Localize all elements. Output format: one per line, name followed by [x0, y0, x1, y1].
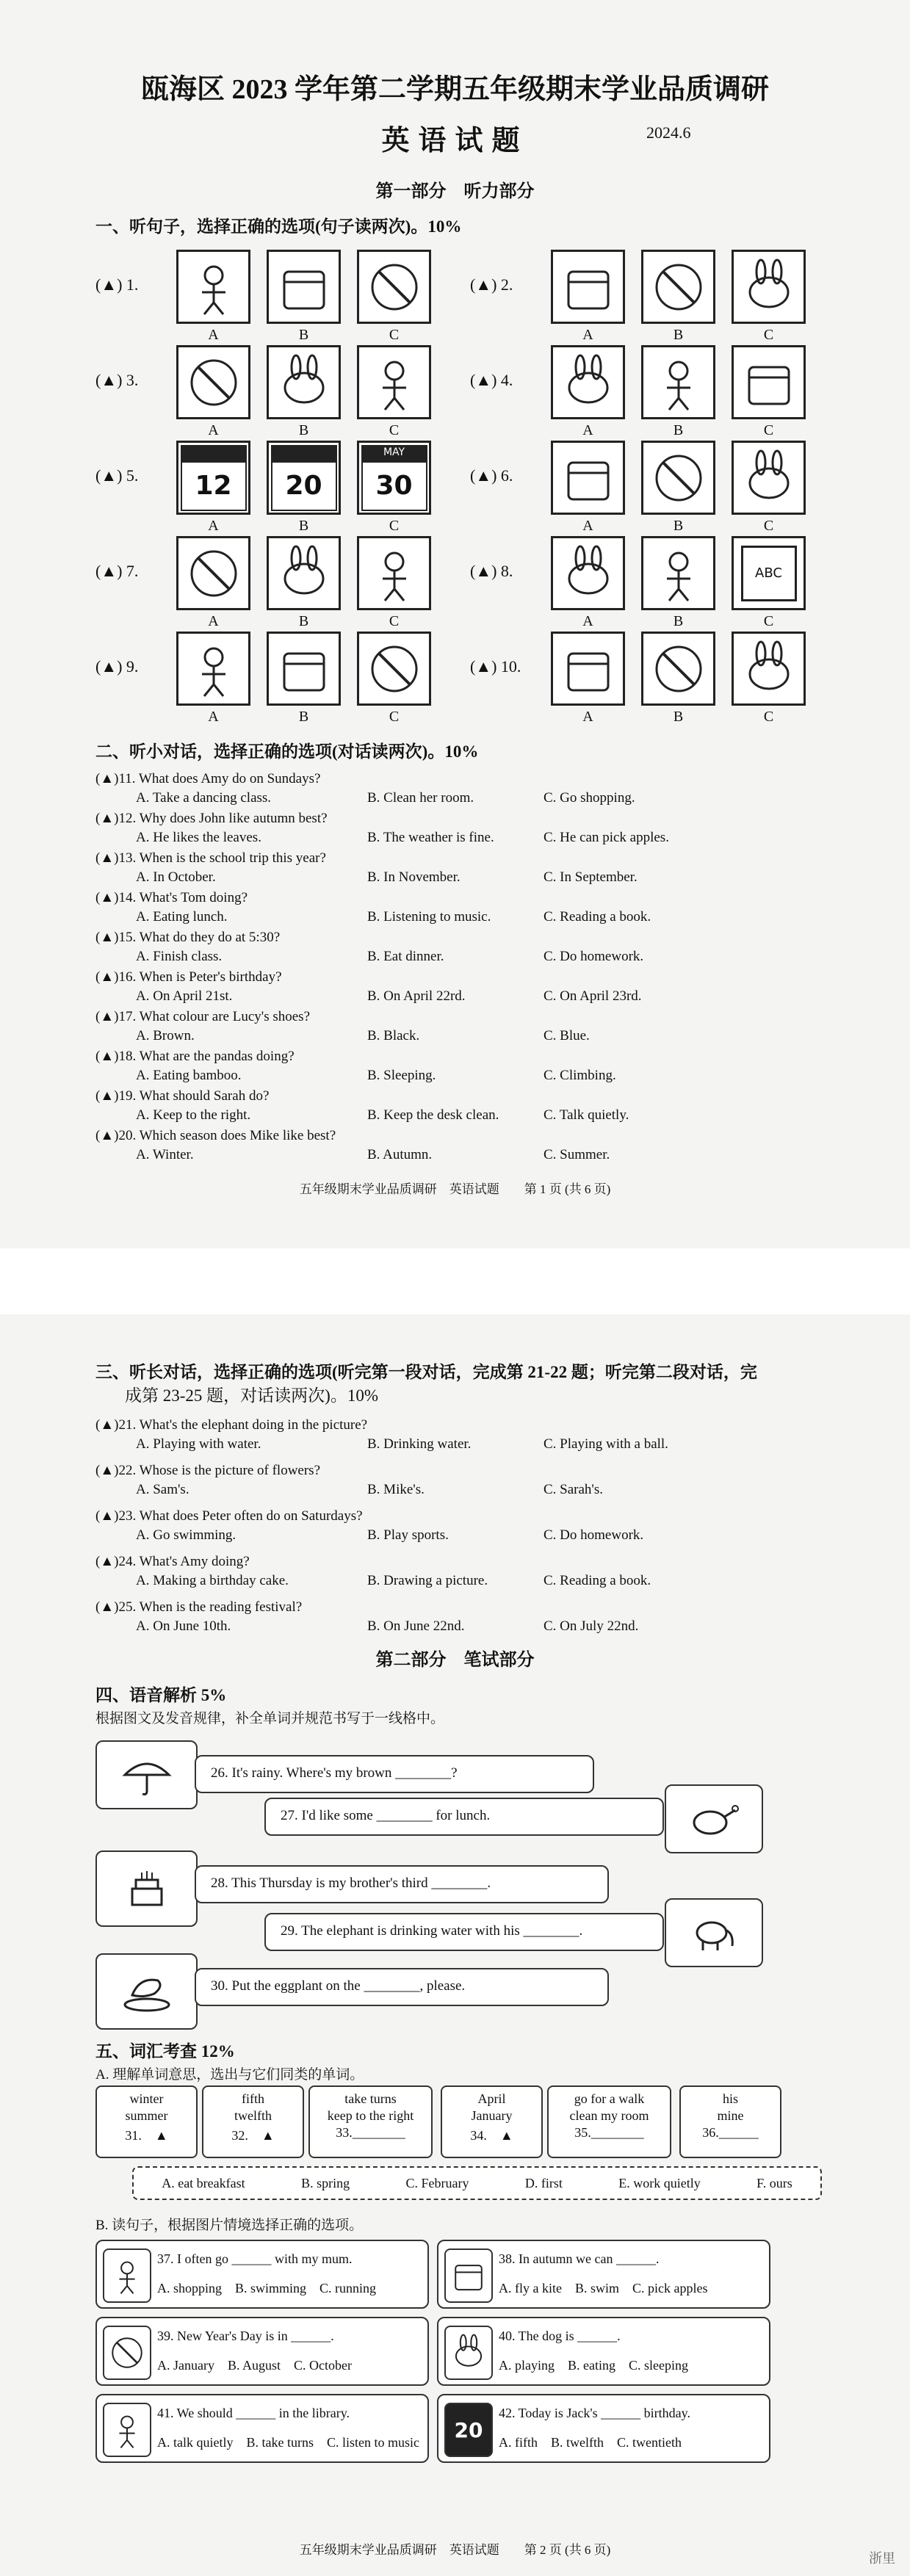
picture-question-5: [95, 441, 447, 535]
picture-option[interactable]: [357, 632, 447, 726]
long-dialog-question: (▲)22. Whose is the picture of flowers?: [95, 1463, 321, 1478]
group-word: summer: [125, 2108, 168, 2123]
option-label: C: [389, 613, 400, 629]
picture-question-2: [470, 250, 822, 344]
long-dialog-option-a[interactable]: A. Playing with water.: [136, 1436, 261, 1452]
long-dialog-option-a[interactable]: A. Making a birthday cake.: [136, 1573, 289, 1588]
dialog-question: (▲)18. What are the pandas doing?: [95, 1049, 295, 1064]
boy-ball-icon: [641, 250, 715, 324]
option-label: A: [582, 518, 593, 534]
picture-option[interactable]: [267, 250, 357, 344]
dialog-option-c[interactable]: C. In September.: [544, 869, 638, 885]
picture-option[interactable]: [267, 345, 357, 439]
picture-option[interactable]: [551, 632, 641, 726]
vocab-group-33: [308, 2085, 433, 2158]
picture-option[interactable]: [732, 345, 822, 439]
phonics-28[interactable]: 28. This Thursday is my brother's third ________.: [195, 1865, 609, 1903]
group-word: take turns: [344, 2091, 397, 2106]
dialog-question: (▲)13. When is the school trip this year?: [95, 850, 326, 866]
dialog-question: (▲)16. When is Peter's birthday?: [95, 969, 282, 985]
dialog-option-c[interactable]: C. Reading a book.: [544, 909, 651, 925]
vocab-group-35: [547, 2085, 671, 2158]
mushroom-icon: [641, 345, 715, 419]
elephant-icon: [665, 1898, 763, 1967]
dragon-boat-icon: [267, 632, 341, 706]
firecracker-faces-icon: [103, 2326, 151, 2380]
page-title: 瓯海区 2023 学年第二学期五年级期末学业品质调研: [140, 74, 769, 105]
dialog-question: (▲)19. What should Sarah do?: [95, 1088, 270, 1104]
option-label: C: [763, 709, 774, 725]
picture-question-6: [470, 441, 822, 535]
calendar-day: 30: [375, 471, 413, 501]
picture-option[interactable]: [732, 441, 822, 535]
number-20-icon: 20: [444, 2403, 493, 2457]
person-cart-icon: [176, 250, 250, 324]
long-dialog-question: (▲)21. What's the elephant doing in the picture?: [95, 1417, 368, 1433]
sentence-question: 37. I often go ______ with my mum.: [157, 2251, 353, 2266]
sentence-question: 40. The dog is ______.: [499, 2329, 621, 2343]
dialog-option-a[interactable]: A. In October.: [136, 869, 216, 885]
group-word: keep to the right: [327, 2108, 414, 2123]
picture-option[interactable]: [357, 441, 447, 535]
sentence-question: 38. In autumn we can ______.: [499, 2251, 660, 2266]
dialog-option-c[interactable]: C. Climbing.: [544, 1068, 616, 1083]
dialog-option-a[interactable]: A. Finish class.: [136, 949, 223, 964]
phonics-30[interactable]: 30. Put the eggplant on the ________, please.: [195, 1968, 609, 2006]
snowman-icon: [176, 345, 250, 419]
page-gap: [0, 1248, 910, 1314]
option-label: C: [763, 327, 774, 343]
answer-blank[interactable]: 33.________: [336, 2125, 405, 2140]
calendar-30-icon: [357, 441, 431, 515]
dialog-option-c[interactable]: C. Talk quietly.: [544, 1107, 629, 1123]
long-dialog-option-a[interactable]: A. Sam's.: [136, 1482, 189, 1497]
mother-child-icon: [103, 2248, 151, 2303]
dialog-question: (▲)17. What colour are Lucy's shoes?: [95, 1009, 311, 1024]
picture-sentence-42: [437, 2394, 770, 2463]
phonics-27[interactable]: 27. I'd like some ________ for lunch.: [264, 1798, 664, 1836]
umbrella-icon: [95, 1740, 198, 1809]
picture-option[interactable]: [267, 536, 357, 630]
group-word: clean my room: [569, 2108, 649, 2123]
long-dialog-option-c[interactable]: C. Reading a book.: [544, 1573, 651, 1588]
sentence-question: 41. We should ______ in the library.: [157, 2406, 350, 2420]
dialog-option-a[interactable]: A. Eating lunch.: [136, 909, 228, 925]
dialog-option-b[interactable]: B. Sleeping.: [367, 1068, 436, 1083]
abc-book-icon: [732, 536, 806, 610]
dialog-option-c[interactable]: C. Go shopping.: [544, 790, 635, 806]
option-label: A: [582, 327, 593, 343]
part-one-heading: 第一部分 听力部分: [375, 182, 535, 201]
dialog-option-b[interactable]: B. On April 22rd.: [367, 988, 466, 1004]
option-label: A: [582, 709, 593, 725]
choice-option: E. work quietly: [618, 2175, 701, 2190]
long-dialog-option-c[interactable]: C. Do homework.: [544, 1527, 644, 1543]
cook-icon: [176, 632, 250, 706]
page-subtitle: 英语试题: [381, 126, 529, 156]
long-dialog-option-b[interactable]: B. Mike's.: [367, 1482, 425, 1497]
option-label: C: [389, 709, 400, 725]
long-dialog-option-b[interactable]: B. Play sports.: [367, 1527, 449, 1543]
part-two-heading: 第二部分 笔试部分: [375, 1651, 535, 1670]
picture-question-7: [95, 536, 447, 630]
sentence-options[interactable]: A. playing B. eating C. sleeping: [499, 2358, 688, 2373]
section-five-b: B. 读句子，根据图片情境选择正确的选项。: [95, 2218, 364, 2233]
section-four-instruction: 根据图文及发音规律，补全单词并规范书写于一线格中。: [95, 1711, 445, 1726]
calendar-12-icon: [176, 441, 250, 515]
option-label: A: [208, 327, 219, 343]
picture-question-1: [95, 250, 447, 344]
question-number: (▲) 7.: [95, 562, 139, 580]
picture-option[interactable]: [176, 441, 267, 535]
long-dialog-option-c[interactable]: C. Sarah's.: [544, 1482, 604, 1497]
picture-option[interactable]: [641, 536, 732, 630]
group-word: January: [471, 2108, 513, 2123]
picture-question-4: [470, 345, 822, 439]
option-label: C: [389, 518, 400, 534]
sentence-options[interactable]: A. talk quietly B. take turns C. listen to music: [157, 2435, 419, 2450]
cake-icon: [95, 1850, 198, 1927]
picture-option[interactable]: [357, 536, 447, 630]
group-word: go for a walk: [574, 2091, 645, 2106]
picture-question-9: [95, 632, 447, 726]
question-number: (▲) 1.: [95, 275, 139, 294]
page-footer-1: 五年级期末学业品质调研 英语试题 第 1 页 (共 6 页): [299, 1182, 611, 1196]
option-label: C: [763, 613, 774, 629]
long-dialog-option-a[interactable]: A. Go swimming.: [136, 1527, 236, 1543]
vocab-group-34: [441, 2085, 543, 2158]
choice-option: A. eat breakfast: [162, 2175, 245, 2190]
section-five-heading: 五、词汇考查 12%: [95, 2042, 235, 2061]
rabbit-a-icon: [551, 441, 625, 515]
picture-option[interactable]: [732, 536, 822, 630]
picture-question-10: [470, 632, 822, 726]
answer-blank[interactable]: 35.________: [574, 2125, 644, 2140]
option-label: C: [763, 422, 774, 438]
picture-sentence-38: [437, 2240, 770, 2309]
umbrella-beach-icon: [267, 345, 341, 419]
picture-option[interactable]: [641, 345, 732, 439]
group-word: twelfth: [234, 2108, 272, 2123]
dialog-option-b[interactable]: B. Autumn.: [367, 1147, 433, 1162]
exam-page-1: [0, 0, 910, 1248]
dialog-option-b[interactable]: B. The weather is fine.: [367, 830, 494, 845]
picnic-icon: [551, 345, 625, 419]
math-symbols-icon: [641, 536, 715, 610]
picture-option[interactable]: [176, 632, 267, 726]
sentence-question: 39. New Year's Day is in ______.: [157, 2329, 334, 2343]
picture-option[interactable]: [267, 441, 357, 535]
long-dialog-option-b[interactable]: B. Drinking water.: [367, 1436, 472, 1452]
girl-icon: [641, 632, 715, 706]
dialog-option-a[interactable]: A. On April 21st.: [136, 988, 233, 1004]
dialog-option-b[interactable]: B. Eat dinner.: [367, 949, 444, 964]
picture-option[interactable]: [732, 632, 822, 726]
dialog-option-b[interactable]: B. Clean her room.: [367, 790, 474, 806]
exam-date: 2024.6: [646, 123, 691, 142]
option-label: B: [673, 518, 684, 534]
choice-option: B. spring: [301, 2175, 350, 2190]
eggplant-plate-icon: [95, 1953, 198, 2030]
long-dialog-question: (▲)23. What does Peter often do on Saturdays?: [95, 1508, 363, 1524]
option-label: B: [673, 709, 684, 725]
picture-option[interactable]: [267, 632, 357, 726]
option-label: B: [298, 709, 309, 725]
kite-icon: [732, 250, 806, 324]
dialog-option-c[interactable]: C. On April 23rd.: [544, 988, 642, 1004]
dialog-option-a[interactable]: A. Keep to the right.: [136, 1107, 251, 1123]
answer-blank[interactable]: 36.______: [702, 2125, 759, 2140]
option-label: B: [298, 518, 309, 534]
sentence-options[interactable]: A. fly a kite B. swim C. pick apples: [499, 2281, 708, 2295]
dialog-option-c[interactable]: C. Do homework.: [544, 949, 644, 964]
sentence-question: 42. Today is Jack's ______ birthday.: [499, 2406, 690, 2420]
option-label: A: [208, 613, 219, 629]
dialog-option-a[interactable]: A. He likes the leaves.: [136, 830, 261, 845]
no-talking-icon: [103, 2403, 151, 2457]
dialog-option-c[interactable]: C. He can pick apples.: [544, 830, 669, 845]
picture-question-8: [470, 536, 822, 630]
picture-option[interactable]: [176, 250, 267, 344]
vocab-group-36: [679, 2085, 781, 2158]
tree-icon: [357, 345, 431, 419]
picture-option[interactable]: [551, 250, 641, 344]
group-word: mine: [717, 2108, 744, 2123]
section-one-heading: 一、听句子，选择正确的选项(句子读两次)。10%: [95, 217, 462, 236]
calendar-20-icon: [267, 441, 341, 515]
long-dialog-question: (▲)24. What's Amy doing?: [95, 1554, 250, 1569]
exam-page-2: [0, 1314, 910, 2563]
option-label: B: [673, 613, 684, 629]
picture-sentence-37: [95, 2240, 429, 2309]
option-label: C: [389, 422, 400, 438]
question-number: (▲) 9.: [95, 657, 139, 676]
sentence-options[interactable]: A. fifth B. twelfth C. twentieth: [499, 2435, 682, 2450]
answer-blank[interactable]: 34. ▲: [470, 2128, 513, 2143]
long-dialog-option-c[interactable]: C. On July 22nd.: [544, 1618, 639, 1634]
section-three-heading: 三、听长对话，选择正确的选项(听完第一段对话，完成第 21-22 题；听完第二段对话，完: [95, 1363, 757, 1381]
phonics-29[interactable]: 29. The elephant is drinking water with his ________.: [264, 1913, 664, 1951]
option-label: A: [208, 422, 219, 438]
phonics-26[interactable]: 26. It's rainy. Where's my brown ________?: [195, 1755, 594, 1793]
picture-option[interactable]: [176, 536, 267, 630]
question-number: (▲) 8.: [470, 562, 513, 580]
calendar-day: 20: [285, 471, 322, 501]
group-word: his: [722, 2091, 738, 2106]
boy-tennis-icon: [551, 632, 625, 706]
picture-option[interactable]: [641, 250, 732, 344]
option-label: B: [298, 327, 309, 343]
girl-football-icon: [267, 250, 341, 324]
picture-option[interactable]: [357, 250, 447, 344]
picture-option[interactable]: [641, 441, 732, 535]
tree-apples-icon: [444, 2248, 493, 2303]
long-dialog-option-a[interactable]: A. On June 10th.: [136, 1618, 231, 1634]
picture-option[interactable]: [551, 345, 641, 439]
picture-option[interactable]: [551, 536, 641, 630]
dialog-option-a[interactable]: A. Eating bamboo.: [136, 1068, 242, 1083]
dialog-question: (▲)14. What's Tom doing?: [95, 890, 248, 905]
option-label: A: [208, 518, 219, 534]
option-label: B: [673, 422, 684, 438]
long-dialog-question: (▲)25. When is the reading festival?: [95, 1599, 303, 1615]
dialog-option-a[interactable]: A. Brown.: [136, 1028, 195, 1043]
vocab-group-31: [95, 2085, 198, 2158]
children-icon: [732, 632, 806, 706]
dialog-option-a[interactable]: A. Take a dancing class.: [136, 790, 272, 806]
vocab-group-32: [202, 2085, 304, 2158]
option-label: B: [298, 422, 309, 438]
long-dialog-option-b[interactable]: B. On June 22nd.: [367, 1618, 465, 1634]
house-icon: [357, 632, 431, 706]
picture-option[interactable]: [176, 345, 267, 439]
section-two-heading: 二、听小对话，选择正确的选项(对话读两次)。10%: [95, 742, 479, 761]
group-word: winter: [129, 2091, 164, 2106]
calendar-month: [182, 446, 245, 463]
option-label: C: [763, 518, 774, 534]
rabbit-c-icon: [732, 441, 806, 515]
option-label: B: [298, 613, 309, 629]
dialog-question: (▲)15. What do they do at 5:30?: [95, 930, 281, 945]
option-label: B: [673, 327, 684, 343]
calendar-month: [272, 446, 336, 463]
dog-icon: [444, 2326, 493, 2380]
dialog-option-b[interactable]: B. Black.: [367, 1028, 420, 1043]
girl-sport-icon: [357, 250, 431, 324]
no-food-sign-icon: [176, 536, 250, 610]
choice-option: C. February: [405, 2175, 469, 2190]
long-dialog-option-b[interactable]: B. Drawing a picture.: [367, 1573, 488, 1588]
dialog-question: (▲)20. Which season does Mike like best?: [95, 1128, 336, 1143]
picture-option[interactable]: [551, 441, 641, 535]
page-footer-2: 五年级期末学业品质调研 英语试题 第 2 页 (共 6 页): [299, 2543, 611, 2557]
dialog-question: (▲)12. Why does John like autumn best?: [95, 811, 328, 826]
question-number: (▲) 10.: [470, 657, 521, 676]
question-number: (▲) 4.: [470, 371, 513, 389]
question-number: (▲) 5.: [95, 466, 139, 485]
no-talking-sign-icon: [357, 536, 431, 610]
question-number: (▲) 2.: [470, 275, 513, 294]
dialog-option-b[interactable]: B. Keep the desk clean.: [367, 1107, 499, 1123]
option-label: A: [582, 422, 593, 438]
book-label: ABC: [741, 546, 797, 601]
picture-option[interactable]: [732, 250, 822, 344]
dialog-option-a[interactable]: A. Winter.: [136, 1147, 194, 1162]
calendar-month: MAY: [363, 446, 426, 463]
option-label: A: [582, 613, 593, 629]
question-number: (▲) 3.: [95, 371, 139, 389]
keep-right-sign-icon: [267, 536, 341, 610]
calendar-day: 12: [195, 471, 232, 501]
sentence-options[interactable]: A. shopping B. swimming C. running: [157, 2281, 377, 2295]
chicken-icon: [665, 1784, 763, 1853]
question-number: (▲) 6.: [470, 466, 513, 485]
dialog-option-c[interactable]: C. Blue.: [544, 1028, 590, 1043]
picture-question-3: [95, 345, 447, 439]
boy-drawing-icon: [551, 250, 625, 324]
option-label: A: [208, 709, 219, 725]
option-label: C: [389, 327, 400, 343]
dialog-option-c[interactable]: C. Summer.: [544, 1147, 610, 1162]
group-word: April: [477, 2091, 506, 2106]
watermark: 浙里: [869, 2551, 895, 2566]
choice-option: F. ours: [756, 2175, 792, 2190]
music-notes-icon: [551, 536, 625, 610]
drinks-icon: [732, 345, 806, 419]
picture-option[interactable]: [357, 345, 447, 439]
section-four-heading: 四、语音解析 5%: [95, 1686, 227, 1704]
rabbit-b-icon: [641, 441, 715, 515]
long-dialog-option-c[interactable]: C. Playing with a ball.: [544, 1436, 668, 1452]
section-three-heading-cont: 成第 23-25 题，对话读两次)。10%: [125, 1386, 378, 1405]
dialog-option-b[interactable]: B. Listening to music.: [367, 909, 491, 925]
choice-option: D. first: [524, 2175, 563, 2190]
vocab-choices: [132, 2166, 822, 2200]
answer-blank[interactable]: 32. ▲: [231, 2128, 275, 2143]
dialog-question: (▲)11. What does Amy do on Sundays?: [95, 771, 321, 786]
group-word: fifth: [242, 2091, 264, 2106]
answer-blank[interactable]: 31. ▲: [125, 2128, 168, 2143]
picture-sentence-41: [95, 2394, 429, 2463]
section-five-a: A. 理解单词意思，选出与它们同类的单词。: [95, 2067, 364, 2083]
picture-sentence-40: [437, 2317, 770, 2386]
picture-sentence-39: [95, 2317, 429, 2386]
dialog-option-b[interactable]: B. In November.: [367, 869, 461, 885]
picture-option[interactable]: [641, 632, 732, 726]
sentence-options[interactable]: A. January B. August C. October: [157, 2358, 352, 2373]
